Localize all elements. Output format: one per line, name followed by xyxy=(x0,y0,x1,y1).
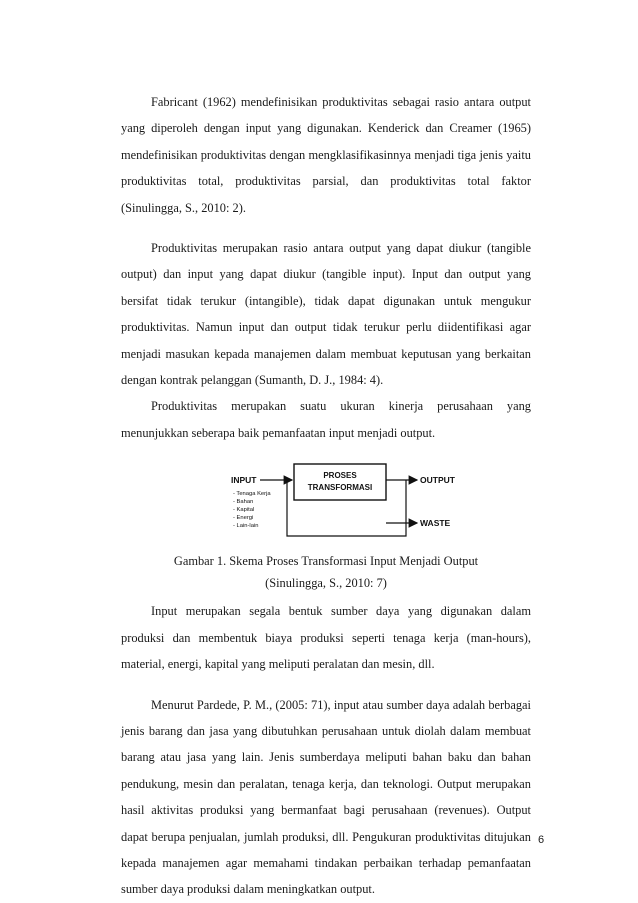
input-label: INPUT xyxy=(231,475,257,486)
figure-caption-source: (Sinulingga, S., 2010: 7) xyxy=(265,576,387,591)
paragraph-productivity-measure: Produktivitas merupakan suatu ukuran kinerja perusahaan yang menunjukkan seberapa baik pemanfaatan input menjadi output. xyxy=(121,399,531,440)
transformation-diagram xyxy=(121,454,531,544)
input-item-capital: - Kapital xyxy=(233,507,255,514)
process-label-line2: TRANSFORMASI xyxy=(307,483,373,493)
paragraph-productivity-ratio: Produktivitas merupakan rasio antara output yang dapat diukur (tangible output) dan input yang dapat diukur (tangible input). Input dan output yang bersifat tidak terukur (intangible), tidak dapat digunakan untuk mengukur produktivitas. Namun input dan output tidak terukur perlu diidentifikasi agar menjadi masukan kepada manajemen dalam membuat keputusan yang berkaitan dengan kontrak pelanggan (Sumanth, D. J., 1984: 4). xyxy=(121,241,531,388)
process-box xyxy=(294,464,386,500)
page-body xyxy=(121,89,531,903)
output-label: OUTPUT xyxy=(420,475,455,486)
transformation-diagram-svg xyxy=(121,454,531,544)
waste-label: WASTE xyxy=(420,518,451,529)
input-item-labor: - Tenaga Kerja xyxy=(233,491,271,498)
input-item-materials: - Bahan xyxy=(233,499,254,506)
paragraph-input-definition: Input merupakan segala bentuk sumber daya yang digunakan dalam produksi dan membentuk biaya produksi seperti tenaga kerja (man-hours), material, energi, kapital yang meliputi peralatan dan mesin, dll. xyxy=(121,604,531,672)
figure-caption-title: Gambar 1. Skema Proses Transformasi Input Menjadi Output xyxy=(173,554,479,569)
input-item-others: - Lain-lain xyxy=(233,523,259,530)
page-number: 6 xyxy=(538,834,545,846)
input-item-energy: - Energi xyxy=(233,515,254,522)
paragraph-fabricant: Fabricant (1962) mendefinisikan produktivitas sebagai rasio antara output yang diperoleh dengan input yang digunakan. Kenderick dan Creamer (1965) mendefinisikan produktivitas dengan mengklasifikasinnya menjadi tiga jenis yaitu produktivitas total, produktivitas parsial, dan produktivitas total faktor (Sinulingga, S., 2010: 2). xyxy=(121,95,531,215)
paragraph-pardede: Menurut Pardede, P. M., (2005: 71), input atau sumber daya adalah berbagai jenis barang dan jasa yang dibutuhkan perusahaan untuk diolah dalam membuat barang atau jasa yang lain. Jenis sumberdaya meliputi bahan baku dan bahan pendukung, mesin dan peralatan, tenaga kerja, dan teknologi. Output merupakan hasil aktivitas produksi yang bermanfaat bagi perusahaan (revenues). Output dapat berupa penjualan, jumlah produksi, dll. Pengukuran produktivitas ditujukan kepada manajemen agar memahami tindakan perbaikan terhadap pemanfaatan sumber daya produksi dalam meningkatkan output. xyxy=(121,697,531,897)
process-label-line1: PROSES xyxy=(323,471,357,481)
